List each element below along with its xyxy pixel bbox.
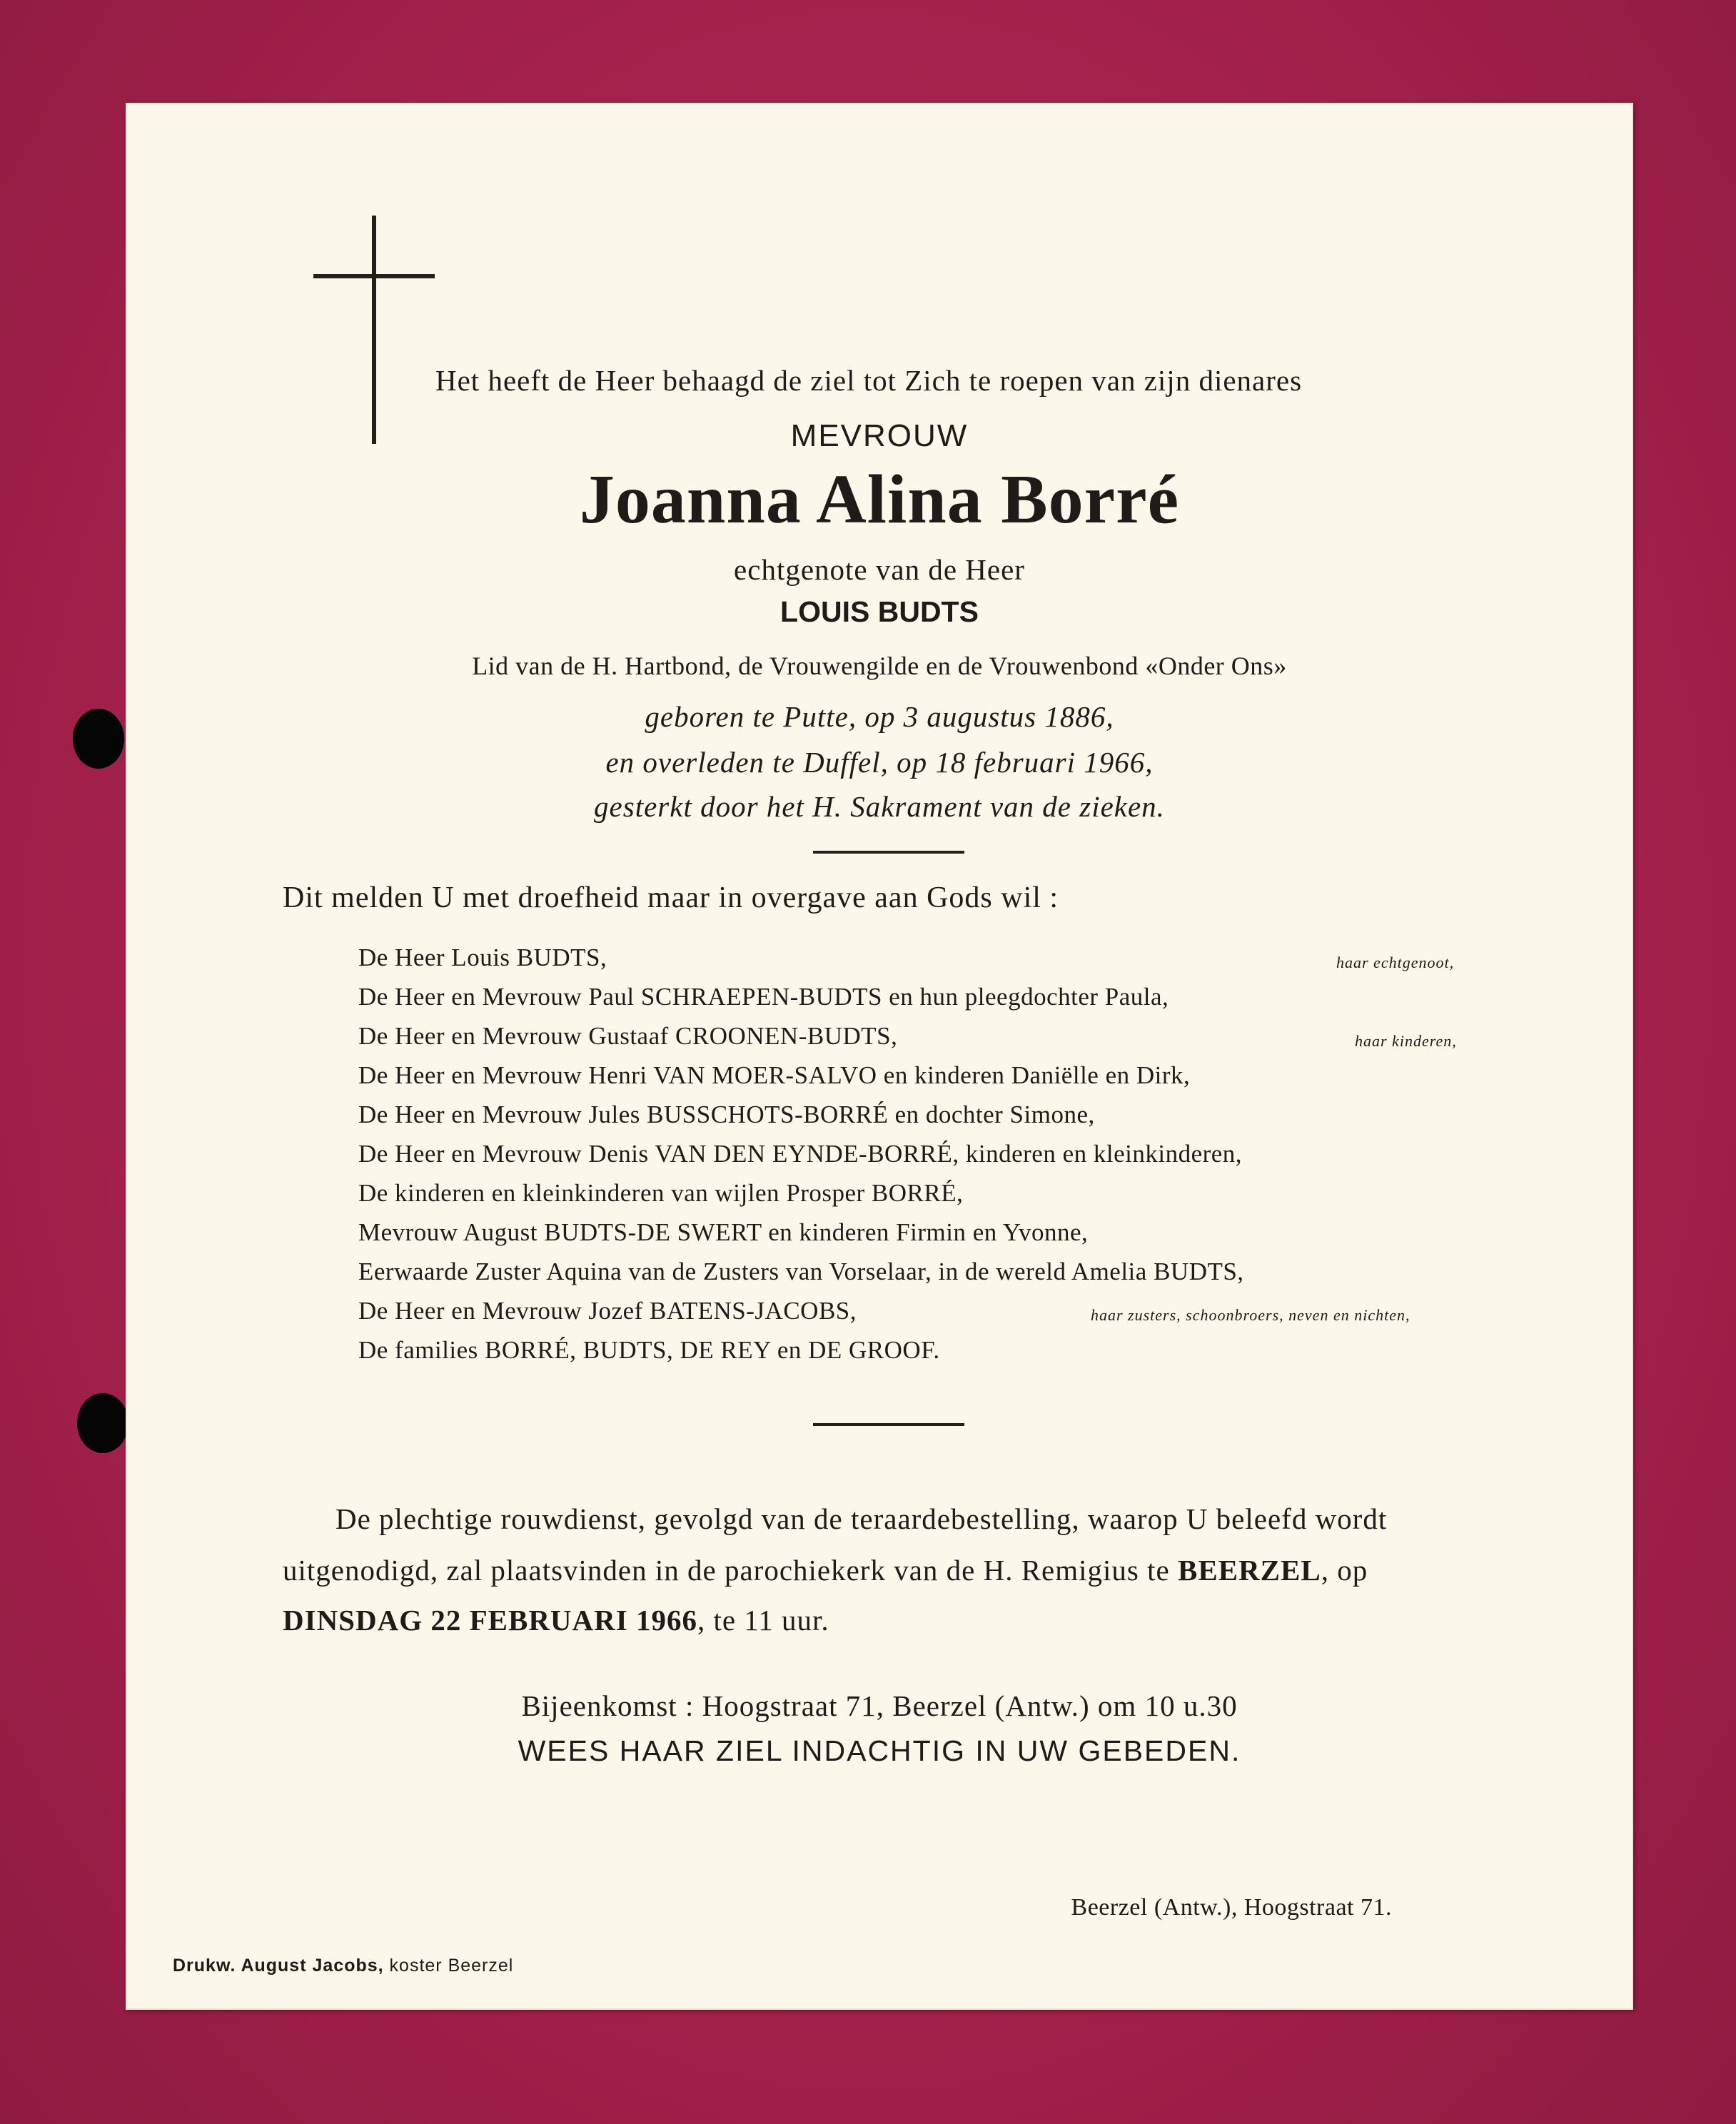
death-text: en overleden te Duffel, op 18 februari 1966, bbox=[605, 746, 1154, 779]
printer-credit: Drukw. August Jacobs, koster Beerzel bbox=[173, 1956, 514, 1976]
service-line-2: uitgenodigd, zal plaatsvinden in de parochiekerk van de H. Remigius te BEERZEL, op bbox=[283, 1554, 1368, 1587]
deceased-name: Joanna Alina Borré bbox=[579, 461, 1180, 538]
family-note: haar echtgenoot, bbox=[1336, 954, 1455, 971]
honorific: MEVROUW bbox=[790, 418, 969, 453]
family-intro: Dit melden U met droefheid maar in overgave aan Gods wil : bbox=[283, 881, 1059, 914]
family-note: haar kinderen, bbox=[1355, 1032, 1457, 1050]
family-line: De Heer en Mevrouw Jozef BATENS-JACOBS, bbox=[358, 1297, 857, 1325]
service-date: DINSDAG 22 FEBRUARI 1966 bbox=[283, 1604, 697, 1637]
spouse-name: LOUIS BUDTS bbox=[780, 595, 979, 628]
prayer-text: WEES HAAR ZIEL INDACHTIG IN UW GEBEDEN. bbox=[518, 1734, 1241, 1767]
family-line: De Heer en Mevrouw Henri VAN MOER-SALVO en kinderen Daniëlle en Dirk, bbox=[358, 1061, 1191, 1089]
family-line: De Heer en Mevrouw Denis VAN DEN EYNDE-BORRÉ, kinderen en kleinkinderen, bbox=[358, 1140, 1243, 1168]
birth-text: geboren te Putte, op 3 augustus 1886, bbox=[645, 700, 1114, 733]
service-line-1: De plechtige rouwdienst, gevolgd van de teraardebestelling, waarop U beleefd wordt bbox=[335, 1502, 1388, 1535]
family-line: De Heer Louis BUDTS, bbox=[358, 944, 607, 971]
family-line: De families BORRÉ, BUDTS, DE REY en DE GROOF. bbox=[358, 1336, 940, 1364]
family-line: De Heer en Mevrouw Jules BUSSCHOTS-BORRÉ en dochter Simone, bbox=[358, 1101, 1095, 1128]
meeting-text: Bijeenkomst : Hoogstraat 71, Beerzel (Antw.) om 10 u.30 bbox=[521, 1689, 1238, 1722]
family-line: De Heer en Mevrouw Gustaaf CROONEN-BUDTS, bbox=[358, 1022, 898, 1050]
membership-text: Lid van de H. Hartbond, de Vrouwengilde en de Vrouwenbond «Onder Ons» bbox=[472, 652, 1287, 680]
intro-text: Het heeft de Heer behaagd de ziel tot Zich te roepen van zijn dienares bbox=[435, 364, 1303, 397]
spouse-label: echtgenote van de Heer bbox=[734, 553, 1025, 586]
family-line: Eerwaarde Zuster Aquina van de Zusters van Vorselaar, in de wereld Amelia BUDTS, bbox=[358, 1258, 1244, 1285]
family-line: Mevrouw August BUDTS-DE SWERT en kinderen Firmin en Yvonne, bbox=[358, 1218, 1089, 1246]
address-text: Beerzel (Antw.), Hoogstraat 71. bbox=[1071, 1894, 1392, 1921]
family-line: De kinderen en kleinkinderen van wijlen Prosper BORRÉ, bbox=[358, 1179, 964, 1207]
church-place: BEERZEL bbox=[1177, 1554, 1321, 1587]
divider-2 bbox=[813, 1423, 964, 1426]
punch-hole-upper bbox=[73, 709, 124, 769]
divider-1 bbox=[813, 851, 964, 854]
sacrament-text: gesterkt door het H. Sakrament van de zieken. bbox=[594, 790, 1165, 823]
family-line: De Heer en Mevrouw Paul SCHRAEPEN-BUDTS en hun pleegdochter Paula, bbox=[358, 983, 1169, 1011]
service-line-3: DINSDAG 22 FEBRUARI 1966, te 11 uur. bbox=[283, 1604, 829, 1637]
family-note: haar zusters, schoonbroers, neven en nichten, bbox=[1091, 1306, 1410, 1324]
punch-hole-lower bbox=[77, 1393, 128, 1453]
death-notice-sheet bbox=[126, 103, 1633, 2010]
